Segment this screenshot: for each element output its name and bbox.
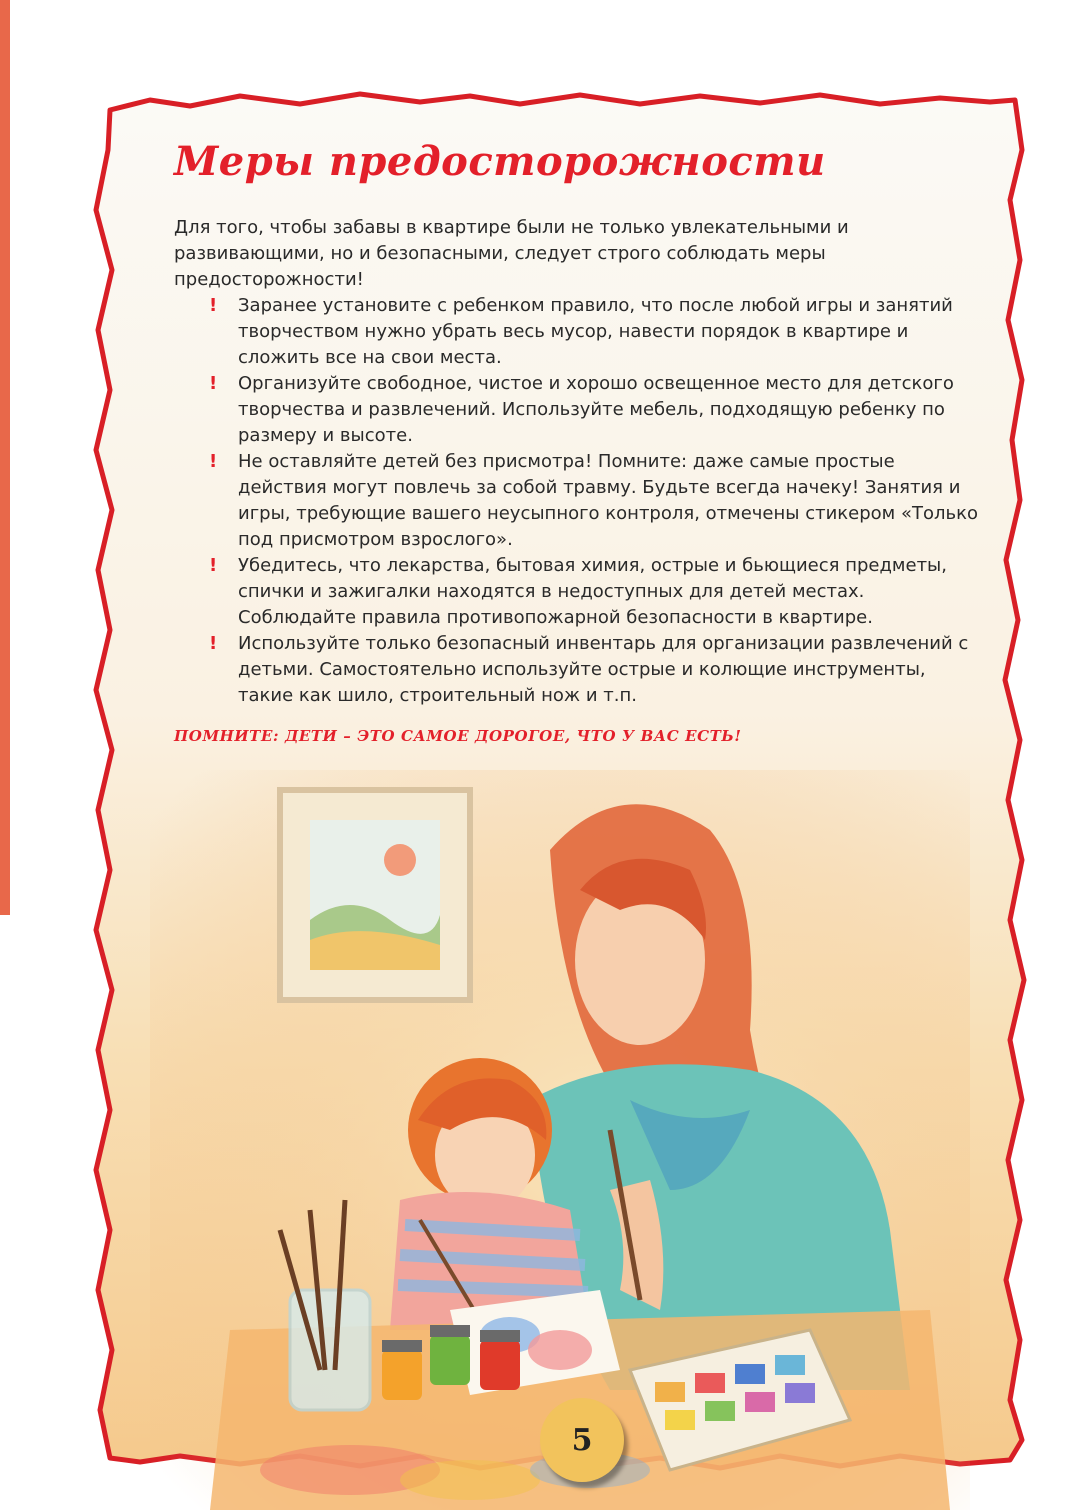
intro-text: Для того, чтобы забавы в квартире были не только увлекательными и развивающими, но и безопасными, следует строго соблюдать меры предосторожности! [174, 217, 849, 290]
rule-text: Организуйте свободное, чистое и хорошо освещенное место для детского творчества и развлечений. Используйте мебель, подходящую ребенку по размеру и высоте. [238, 373, 954, 446]
page-number: 5 [571, 1422, 593, 1458]
exclamation-icon: ! [209, 555, 218, 576]
list-item [209, 449, 984, 553]
exclamation-icon: ! [209, 373, 218, 394]
list-item [209, 293, 984, 371]
page-title: Меры предосторожности [174, 138, 826, 185]
exclamation-icon: ! [209, 633, 218, 654]
list-item [209, 371, 984, 449]
rule-text: Используйте только безопасный инвентарь для организации развлечений с детьми. Самостоятельно используйте острые и колющие инструменты, такие как шило, строительный нож и т.п. [238, 633, 969, 706]
mother-child-painting-illustration [150, 770, 970, 1510]
exclamation-icon: ! [209, 451, 218, 472]
wall-picture [280, 790, 470, 1000]
rule-text: Не оставляйте детей без присмотра! Помните: даже самые простые действия могут повлечь за собой травму. Будьте всегда начеку! Занятия и игры, требующие вашего неусыпного контроля, отмечены стикером «Только под присмотром взрослого». [238, 451, 978, 550]
rules-list [174, 293, 984, 709]
page-number-badge [540, 1398, 624, 1482]
exclamation-icon: ! [209, 295, 218, 316]
list-item [209, 631, 984, 709]
rule-text: Заранее установите с ребенком правило, что после любой игры и занятий творчеством нужно убрать весь мусор, навести порядок в квартире и сложить все на свои места. [238, 295, 953, 368]
warning-note: ПОМНИТЕ: ДЕТИ – ЭТО САМОЕ ДОРОГОЕ, ЧТО У ВАС ЕСТЬ! [174, 727, 742, 745]
precautions-section [174, 138, 984, 745]
rule-text: Убедитесь, что лекарства, бытовая химия, острые и бьющиеся предметы, спички и зажигалки находятся в недоступных для детей местах. Соблюдайте правила противопожарной безопасности в квартире. [238, 555, 947, 628]
list-item [209, 553, 984, 631]
